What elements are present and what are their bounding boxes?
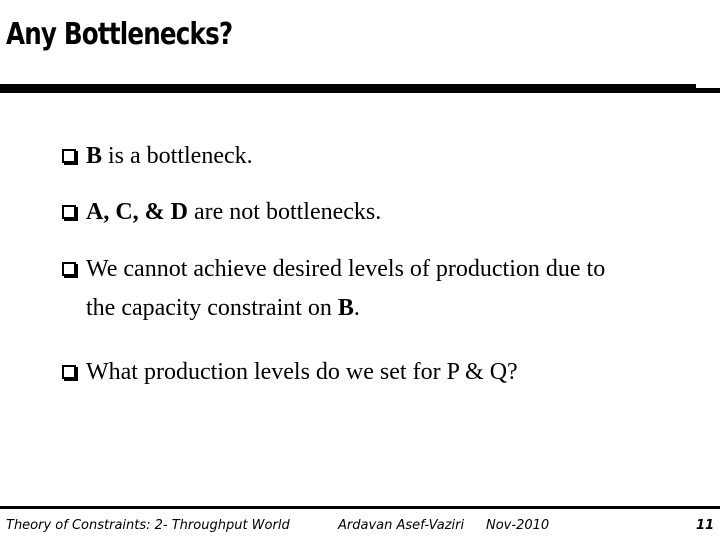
bullet-item: [60, 353, 710, 392]
footer-author: Ardavan Asef-Vaziri: [338, 518, 465, 533]
bullet-bold-text: B: [86, 143, 103, 169]
square-bullet-icon: [62, 365, 76, 379]
bullet-bold-text: A, C, & D: [86, 199, 188, 225]
bullet-text: We cannot achieve desired levels of production due to: [86, 256, 606, 282]
bullet-item: [60, 193, 710, 232]
bullet-text: is a bottleneck.: [102, 143, 253, 169]
bullet-item: [60, 137, 710, 176]
bullet-item: [60, 250, 710, 328]
square-bullet-icon: [62, 205, 76, 219]
square-bullet-icon: [62, 262, 76, 276]
bullet-text-continued: the capacity constraint on: [86, 295, 338, 321]
footer-date: Nov-2010: [486, 518, 550, 533]
bullet-bold-text: B: [337, 295, 354, 321]
bullet-text: are not bottlenecks.: [188, 199, 382, 225]
page-number: 11: [696, 518, 715, 533]
bullet-text: What production levels do we set for P & Q?: [86, 359, 518, 385]
bullet-list: [60, 137, 710, 392]
bullet-text-suffix: .: [353, 295, 360, 321]
title-divider: [0, 84, 696, 93]
footer-divider: [0, 506, 720, 509]
square-bullet-icon: [62, 149, 76, 163]
title-divider-shadow: [696, 88, 720, 93]
slide-title: Any Bottlenecks?: [6, 17, 233, 52]
footer-course-title: Theory of Constraints: 2- Throughput World: [6, 518, 290, 533]
